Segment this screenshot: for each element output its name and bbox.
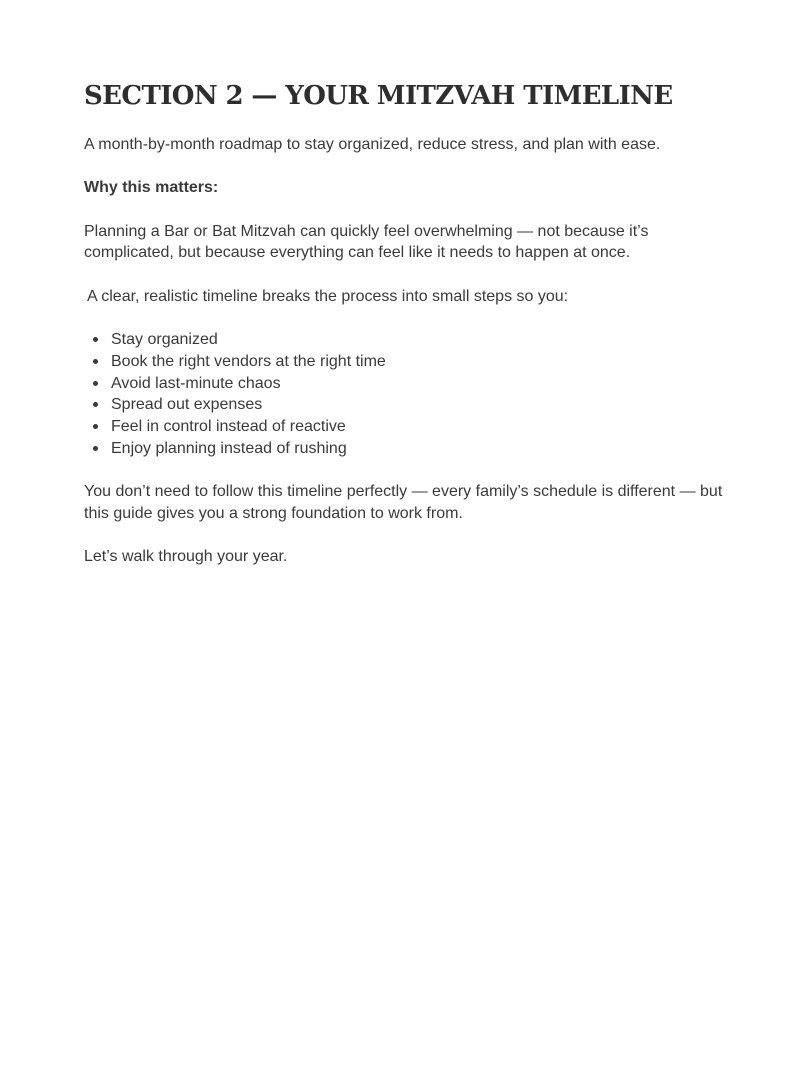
list-item-label: Feel in control instead of reactive (111, 418, 346, 436)
why-heading: Why this matters: (84, 179, 219, 197)
list-item (84, 373, 724, 395)
list-item (84, 351, 724, 373)
bullet-icon (93, 337, 98, 342)
timeline-intro: A clear, realistic timeline breaks the process into small steps so you: (87, 287, 569, 305)
section-subtitle: A month-by-month roadmap to stay organized, reduce stress, and plan with ease. (84, 136, 661, 153)
walkthrough-line: Let’s walk through your year. (84, 548, 288, 566)
list-item (84, 394, 724, 416)
list-item-label: Enjoy planning instead of rushing (111, 439, 347, 457)
list-item (84, 329, 724, 351)
why-paragraph: Planning a Bar or Bat Mitzvah can quickly feel overwhelming — not because it’s complicated, but because everything can feel like it needs to happen at once. (84, 222, 649, 262)
list-item-label: Avoid last-minute chaos (111, 374, 281, 392)
list-item-label: Stay organized (111, 331, 218, 349)
bullet-icon (93, 381, 98, 386)
bullet-icon (93, 359, 98, 364)
benefits-list (84, 329, 724, 459)
bullet-icon (93, 402, 98, 407)
closing-paragraph: You don’t need to follow this timeline perfectly — every family’s schedule is different — but this guide gives you a strong foundation to work from. (84, 483, 723, 522)
bullet-icon (93, 424, 98, 429)
bullet-icon (93, 446, 98, 451)
list-item-label: Spread out expenses (111, 396, 263, 414)
section-title: SECTION 2 — YOUR MITZVAH TIMELINE (84, 81, 673, 111)
list-item (84, 416, 724, 438)
list-item (84, 438, 724, 460)
list-item-label: Book the right vendors at the right time (111, 352, 386, 370)
document-page (84, 76, 724, 568)
